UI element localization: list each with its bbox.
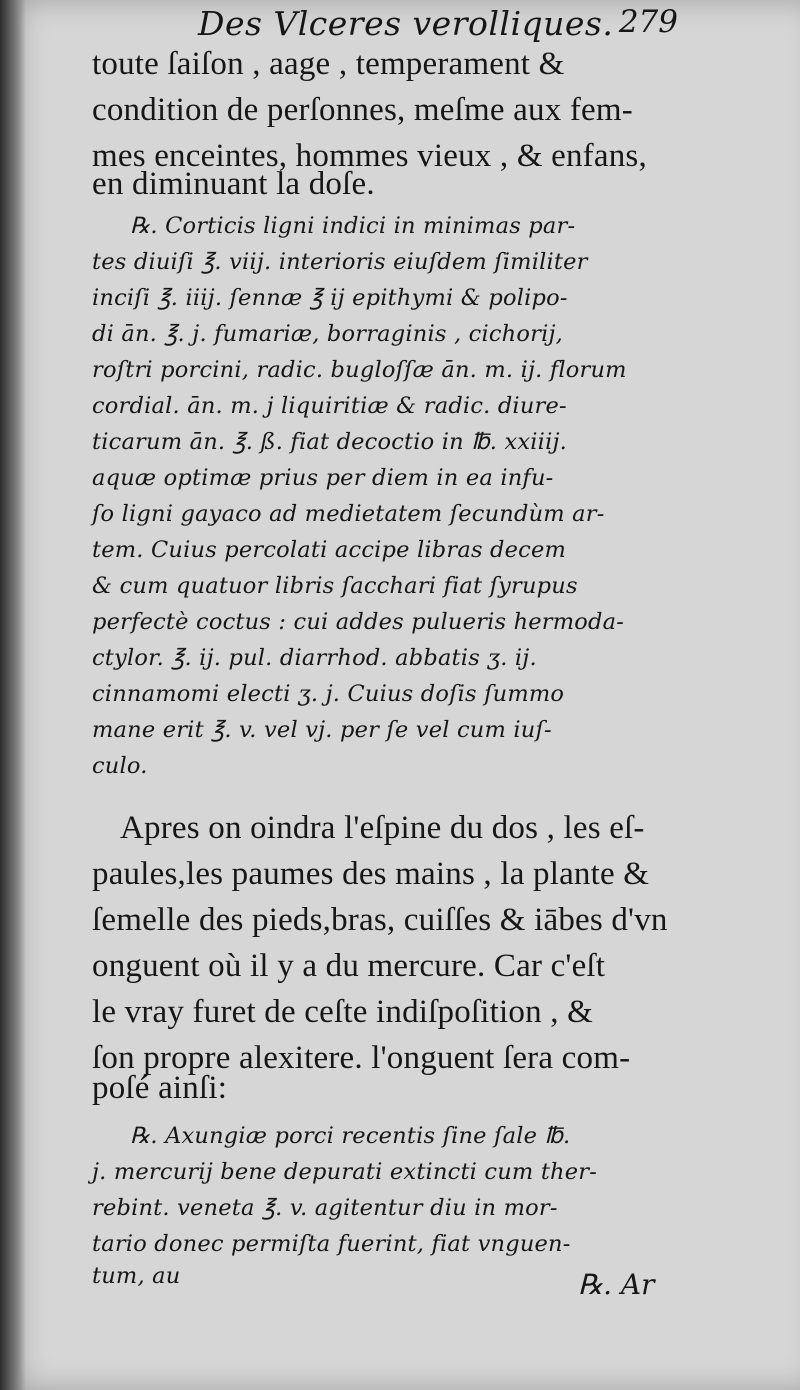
recipe-line: j. mercurij bene depurati extincti cum ther-	[92, 1159, 598, 1185]
recipe-line: perfectè coctus : cui addes pulueris hermoda-	[92, 609, 625, 635]
text-line: condition de perſonnes, meſme aux fem-	[92, 92, 633, 128]
recipe-line: cordial. ān. m. j liquiritiæ & radic. diure-	[92, 393, 567, 419]
recipe-line: mane erit ℥. v. vel vj. per ſe vel cum iuſ-	[92, 717, 552, 743]
text-line: mes enceintes, hommes vieux , & enfans,	[92, 138, 647, 174]
text-line: en diminuant la doſe.	[92, 166, 375, 202]
recipe-line: roſtri porcini, radic. bugloſſæ ān. m. ij. florum	[92, 357, 627, 383]
recipe-line: tum, au	[92, 1263, 181, 1289]
recipe-line: di ān. ℥. j. fumariæ, borraginis , cichorij,	[92, 321, 563, 347]
recipe-line: culo.	[92, 753, 148, 779]
recipe-line: ℞. Corticis ligni indici in minimas par-	[130, 213, 576, 239]
recipe-line: ſo ligni gayaco ad medietatem ſecundùm ar-	[92, 501, 605, 527]
recipe-line: ctylor. ℥. ij. pul. diarrhod. abbatis ʒ. ij.	[92, 645, 537, 671]
text-line: toute ſaiſon , aage , temperament &	[92, 46, 565, 82]
recipe-line: rebint. veneta ℥. v. agitentur diu in mor-	[92, 1195, 558, 1221]
recipe-line: aquæ optimæ prius per diem in ea infu-	[92, 465, 554, 491]
text-line: poſé ainſi:	[92, 1070, 228, 1106]
page-gutter-shadow	[0, 0, 26, 1390]
recipe-line: & cum quatuor libris ſacchari fiat ſyrupus	[92, 573, 578, 599]
text-line: ſon propre alexitere. l'onguent ſera com-	[92, 1040, 631, 1076]
recipe-line: tario donec permiſta fuerint, fiat vnguen-	[92, 1231, 571, 1257]
recipe-line: tem. Cuius percolati accipe libras decem	[92, 537, 567, 563]
text-line: le vray furet de ceſte indiſpoſition , &	[92, 994, 594, 1030]
catchword: ℞. Ar	[578, 1268, 655, 1301]
text-line: ſemelle des pieds,bras, cuiſſes & iābes d'vn	[92, 902, 668, 938]
recipe-line: ticarum ān. ℥. ß. fiat decoctio in ℔. xxiiij.	[92, 429, 568, 455]
page-number: 279	[618, 4, 678, 40]
text-line: onguent où il y a du mercure. Car c'eſt	[92, 948, 606, 984]
recipe-line: tes diuiſi ℥. viij. interioris eiuſdem ſimiliter	[92, 249, 588, 275]
text-line: Apres on oindra l'eſpine du dos , les eſ-	[120, 810, 645, 846]
recipe-line: ℞. Axungiæ porci recentis ſine ſale ℔.	[130, 1123, 571, 1149]
recipe-line: cinnamomi electi ʒ. j. Cuius doſis ſummo	[92, 681, 565, 707]
recipe-line: inciſi ℥. iiij. ſennæ ℥ ij epithymi & polipo-	[92, 285, 568, 311]
text-line: paules,les paumes des mains , la plante &	[92, 856, 650, 892]
running-title: Des Vlceres verolliques.	[198, 4, 614, 43]
